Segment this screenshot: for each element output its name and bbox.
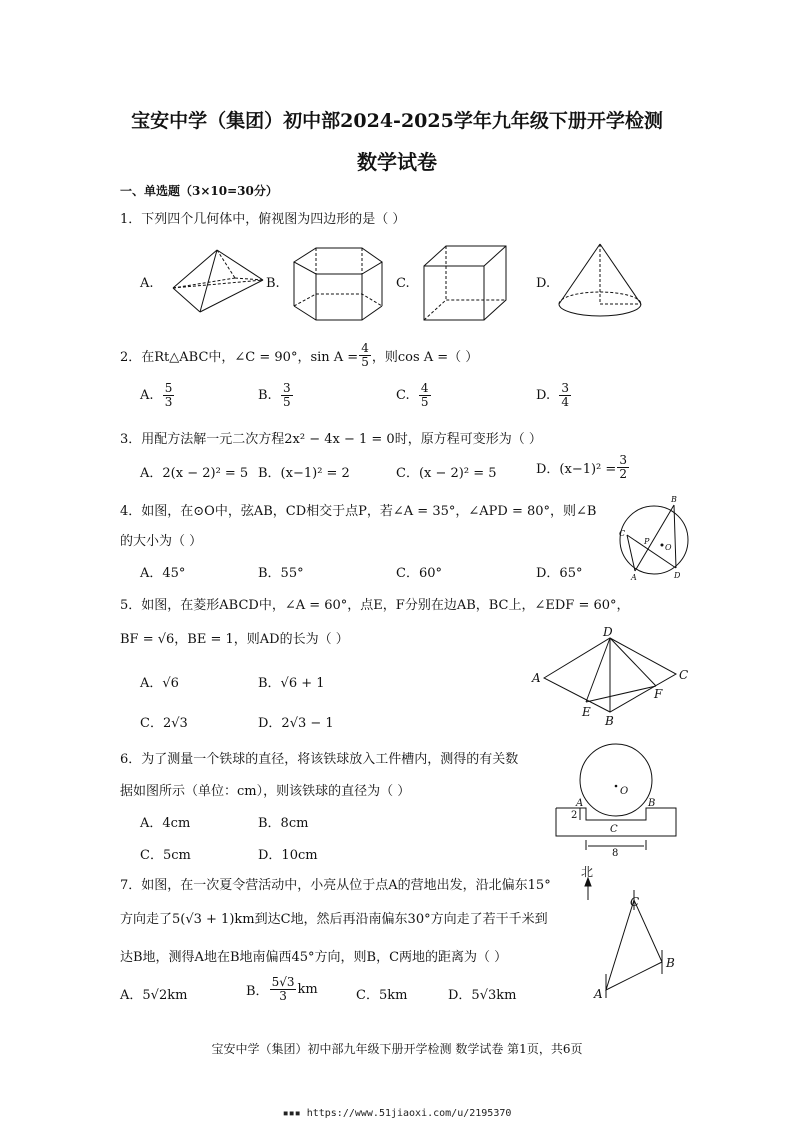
q6-option-c: C．5cm [140, 848, 191, 863]
q5-option-d: D．2√3 − 1 [258, 716, 334, 731]
q6-option-a: A．4cm [140, 816, 191, 831]
q7-option-a: A．5√2km [120, 988, 188, 1003]
q5-line1: 5．如图，在菱形ABCD中，∠A = 60°，点E，F分别在边AB，BC上，∠EDF = 60°， [120, 598, 630, 613]
bearing-triangle-figure [574, 862, 684, 1002]
q6-option-d: D．10cm [258, 848, 318, 863]
q2-option-a: A. $\frac{5}{3}$ [140, 381, 173, 409]
q7-line1: 7．如图，在一次夏令营活动中，小亮从位于点A的营地出发，沿北偏东15° [120, 878, 551, 893]
q5-line2: BF = √6，BE = 1，则AD的长为（ ） [120, 632, 349, 647]
q4-label-o: O [665, 543, 672, 552]
q5-option-a: A．√6 [140, 676, 179, 691]
q5-label-f: F [654, 687, 663, 701]
q3-option-a: A．2(x − 2)² = 5 [140, 466, 249, 481]
q7-line2: 方向走了5(√3 + 1)km到达C地，然后再沿南偏东30°方向走了若干千米到 [120, 912, 548, 927]
q6-label-o: O [620, 786, 629, 797]
q1-option-a: A. [140, 276, 154, 291]
iron-ball-groove-figure [550, 742, 680, 856]
q6-line1: 6．为了测量一个铁球的直径，将该铁球放入工件槽内，测得的有关数 [120, 752, 519, 767]
q1-option-b: B. [266, 276, 280, 291]
section-heading: 一、单选题（3×10=30分） [120, 184, 278, 198]
q6-label-b: B [648, 798, 656, 809]
q7-label-c: C [630, 895, 640, 909]
q7-label-b: B [666, 956, 675, 970]
q4-label-c: C [619, 529, 626, 538]
q4-option-c: C．60° [396, 566, 442, 581]
cube-figure [420, 244, 512, 324]
q6-line2: 据如图所示（单位：cm），则该铁球的直径为（ ） [120, 784, 411, 799]
q7-line3: 达B地，测得A地在B地南偏西45°方向，则B，C两地的距离为（ ） [120, 950, 508, 965]
q5-label-c: C [679, 668, 689, 682]
q4-line2: 的大小为（ ） [120, 534, 203, 549]
q6-label-eight: 8 [612, 848, 619, 856]
q6-label-two: 2 [571, 810, 578, 821]
q5-label-d: D [603, 625, 613, 639]
q4-label-a: A [631, 573, 637, 582]
q3-option-c: C．(x − 2)² = 5 [396, 466, 497, 481]
q7-label-north: 北 [581, 865, 594, 879]
q5-label-e: E [582, 705, 591, 719]
q5-option-c: C．2√3 [140, 716, 188, 731]
q4-option-a: A．45° [140, 566, 186, 581]
q2-stem-fraction: $\frac{4}{5}$ [361, 341, 369, 369]
q6-option-b: B．8cm [258, 816, 309, 831]
q2-stem-end: ，则cos A =（ ） [371, 350, 479, 365]
q6-label-a: A [576, 798, 584, 809]
q5-label-a: A [532, 671, 541, 685]
q4-option-b: B．55° [258, 566, 304, 581]
q2-stem-start: 2．在Rt△ABC中，∠C = 90°，sin A = [120, 350, 359, 365]
source-url: ▪▪▪ https://www.51jiaoxi.com/u/2195370 [282, 1108, 512, 1119]
q7-option-c: C．5km [356, 988, 408, 1003]
q7-option-b: B． $\frac{5√3}{3}$ km [246, 975, 318, 1003]
q5-option-b: B．√6 + 1 [258, 676, 325, 691]
q3-option-d: D．(x−1)² = $\frac{3}{2}$ [536, 453, 627, 481]
q4-label-p: P [644, 537, 650, 546]
q2-option-c: C. $\frac{4}{5}$ [396, 381, 429, 409]
q4-label-b: B [671, 495, 677, 504]
q1-stem: 1．下列四个几何体中，俯视图为四边形的是（ ） [120, 212, 406, 227]
q2-option-d: D. $\frac{3}{4}$ [536, 381, 569, 409]
q3-stem: 3．用配方法解一元二次方程2x² − 4x − 1 = 0时，原方程可变形为（ ） [120, 432, 542, 447]
rhombus-figure [530, 624, 692, 728]
q3-option-b: B．(x−1)² = 2 [258, 466, 350, 481]
q6-label-c: C [610, 824, 618, 835]
page-footer: 宝安中学（集团）初中部九年级下册开学检测 数学试卷 第1页，共6页 [211, 1042, 583, 1056]
q4-label-d: D [674, 571, 681, 580]
hexagonal-prism-figure [288, 244, 386, 324]
document-subtitle: 数学试卷 [357, 150, 437, 174]
cone-figure [555, 242, 645, 322]
q2-stem [120, 342, 478, 369]
q5-label-b: B [605, 714, 614, 728]
q2-option-b: B. $\frac{3}{5}$ [258, 381, 291, 409]
circle-chord-figure [616, 492, 692, 584]
document-title: 宝安中学（集团）初中部2024-2025学年九年级下册开学检测 [131, 110, 663, 132]
q7-label-a: A [594, 987, 603, 1001]
pyramid-figure [170, 248, 265, 316]
q4-option-d: D．65° [536, 566, 583, 581]
q1-option-c: C. [396, 276, 410, 291]
q7-option-d: D．5√3km [448, 988, 517, 1003]
q1-option-d: D. [536, 276, 551, 291]
q4-line1: 4．如图，在⊙O中，弦AB，CD相交于点P，若∠A = 35°，∠APD = 80°，则∠B [120, 504, 597, 519]
